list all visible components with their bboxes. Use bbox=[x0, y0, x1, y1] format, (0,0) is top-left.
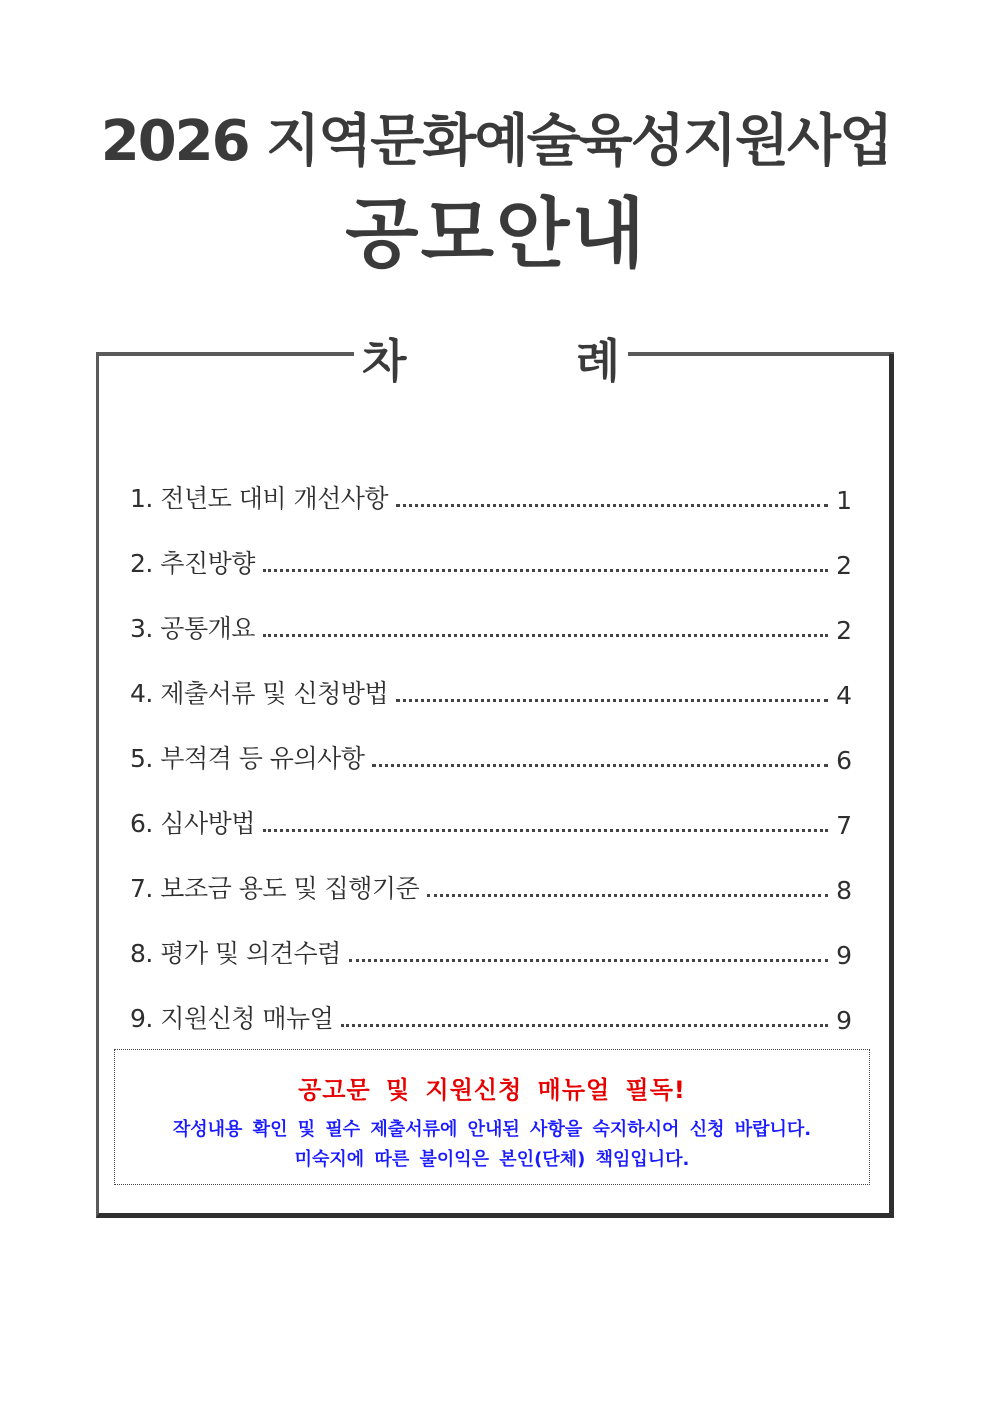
toc-leader-dots bbox=[341, 1024, 828, 1027]
toc-item[interactable] bbox=[130, 905, 852, 970]
toc-item[interactable] bbox=[130, 970, 852, 1035]
toc-item[interactable] bbox=[130, 710, 852, 775]
toc-leader-dots bbox=[349, 959, 828, 962]
toc-item[interactable] bbox=[130, 580, 852, 645]
notice-box bbox=[114, 1049, 870, 1185]
toc-leader-dots bbox=[396, 699, 828, 702]
toc-item-page: 2 bbox=[836, 551, 852, 580]
toc-item-page: 2 bbox=[836, 616, 852, 645]
document-title-line1: 2026 지역문화예술육성지원사업 bbox=[100, 109, 892, 174]
toc-item-label: 9. 지원신청 매뉴얼 bbox=[130, 1004, 334, 1033]
toc-item[interactable] bbox=[130, 840, 852, 905]
toc-leader-dots bbox=[396, 504, 828, 507]
toc-item[interactable] bbox=[130, 450, 852, 515]
toc-item[interactable] bbox=[130, 645, 852, 710]
toc-item-label: 5. 부적격 등 유의사항 bbox=[130, 744, 365, 773]
document-title-line2: 공모안내 bbox=[345, 189, 647, 278]
toc-leader-dots bbox=[372, 764, 828, 767]
toc-item[interactable] bbox=[130, 515, 852, 580]
toc-item-label: 8. 평가 및 의견수렴 bbox=[130, 939, 341, 968]
toc-item-label: 3. 공통개요 bbox=[130, 614, 255, 643]
toc-item-label: 6. 심사방법 bbox=[130, 809, 255, 838]
toc-heading-right: 례 bbox=[575, 334, 620, 388]
toc-item-page: 1 bbox=[836, 486, 852, 515]
toc-item-page: 6 bbox=[836, 746, 852, 775]
toc-item-label: 4. 제출서류 및 신청방법 bbox=[130, 679, 389, 708]
toc-item-page: 8 bbox=[836, 876, 852, 905]
toc-item[interactable] bbox=[130, 775, 852, 840]
toc-item-label: 7. 보조금 용도 및 집행기준 bbox=[130, 874, 420, 903]
notice-line-2: 미숙지에 따른 불이익은 본인(단체) 책임입니다. bbox=[294, 1149, 690, 1170]
toc-item-label: 1. 전년도 대비 개선사항 bbox=[130, 484, 389, 513]
notice-title: 공고문 및 지원신청 매뉴얼 필독! bbox=[298, 1076, 686, 1104]
toc-item-page: 9 bbox=[836, 1006, 852, 1035]
toc-item-page: 4 bbox=[836, 681, 852, 710]
toc-item-label: 2. 추진방향 bbox=[130, 549, 255, 578]
toc-leader-dots bbox=[427, 894, 828, 897]
toc-item-page: 7 bbox=[836, 811, 852, 840]
notice-line-1: 작성내용 확인 및 필수 제출서류에 안내된 사항을 숙지하시어 신청 바랍니다. bbox=[172, 1119, 812, 1140]
toc-heading-left: 차 bbox=[362, 334, 407, 388]
toc-leader-dots bbox=[263, 634, 828, 637]
toc-item-page: 9 bbox=[836, 941, 852, 970]
toc-leader-dots bbox=[263, 569, 828, 572]
toc-list bbox=[130, 450, 852, 1035]
toc-leader-dots bbox=[263, 829, 828, 832]
